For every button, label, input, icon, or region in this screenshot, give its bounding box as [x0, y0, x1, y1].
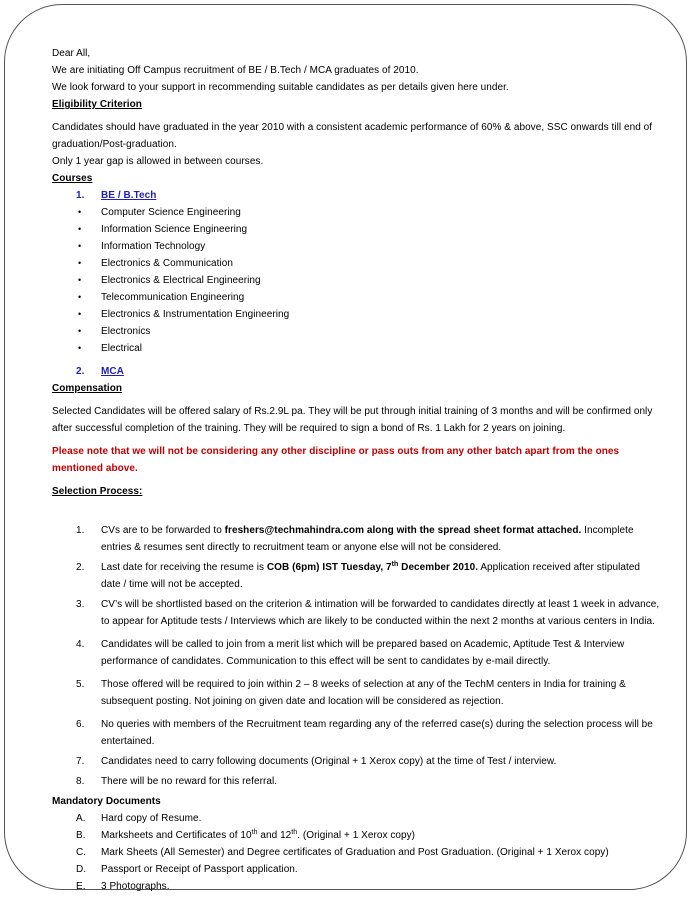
- selection-heading: Selection Process:: [52, 486, 143, 497]
- intro-line-1: We are initiating Off Campus recruitment of BE / B.Tech / MCA graduates of 2010.: [52, 65, 419, 76]
- selection-item-text: There will be no reward for this referral.: [101, 776, 278, 787]
- document-item: [52, 878, 662, 895]
- document-body: [52, 45, 662, 895]
- document-item: [52, 844, 662, 861]
- selection-item-text: Candidates will be called to join from a merit list which will be prepared based on Academic, Aptitude Test & Interview performance of candidates. Communication to this effect will be sent to candidates by e-mail directly.: [101, 639, 625, 667]
- course-group-label: MCA: [101, 366, 124, 377]
- course-item: [52, 289, 662, 306]
- course-group-mca: [52, 363, 662, 380]
- course-item: [52, 340, 662, 357]
- courses-heading: Courses: [52, 173, 93, 184]
- course-item-label: Electronics & Communication: [101, 258, 233, 269]
- document-item-text: Passport or Receipt of Passport application.: [101, 864, 298, 875]
- intro-line-2: We look forward to your support in recommending suitable candidates as per details given here under.: [52, 82, 509, 93]
- selection-list: [52, 596, 662, 790]
- bullet-icon: •: [78, 275, 82, 285]
- bullet-icon: •: [78, 241, 82, 251]
- bullet-icon: •: [78, 292, 82, 302]
- document-item-letter: C.: [76, 847, 87, 858]
- documents-heading: Mandatory Documents: [52, 796, 161, 807]
- course-item-label: Computer Science Engineering: [101, 207, 241, 218]
- document-item: A. Hard copy of Resume.: [52, 810, 662, 827]
- bullet-icon: •: [78, 343, 82, 353]
- selection-item-number: 7.: [76, 756, 85, 767]
- selection-item: [52, 753, 662, 770]
- bullet-icon: •: [78, 326, 82, 336]
- course-item: [52, 306, 662, 323]
- document-item-letter: D.: [76, 864, 87, 875]
- selection-item: [52, 636, 662, 670]
- selection-item-number: 4.: [76, 639, 85, 650]
- course-item-label: Electrical: [101, 343, 143, 354]
- selection-item: [52, 716, 662, 750]
- course-group-label: BE / B.Tech: [101, 190, 157, 201]
- course-group-be: [52, 187, 662, 204]
- document-item-text: 3 Photographs.: [101, 881, 170, 892]
- course-item-label: Information Technology: [101, 241, 206, 252]
- selection-item: 2. Last date for receiving the resume is COB (6pm) IST Tuesday, 7th December 2010. Application received after stipulated date / time will not be accepted.: [76, 561, 641, 590]
- discipline-note: Please note that we will not be considering any other discipline or pass outs from any other batch apart from the ones mentioned above.: [52, 446, 620, 474]
- compensation-text: Selected Candidates will be offered salary of Rs.2.9L pa. They will be put through initial training of 3 months and will be confirmed only after successful completion of the training. They will be required to sign a bond of Rs. 1 Lakh for 2 years on joining.: [52, 406, 653, 434]
- selection-item-text: CV’s will be shortlisted based on the criterion & intimation will be forwarded to candidates directly at least 1 week in advance, to appear for Aptitude tests / Interviews which are likely to be conducted within the next 2 months at various centers in India.: [101, 599, 660, 627]
- compensation-heading: Compensation: [52, 383, 123, 394]
- document-item-text: Mark Sheets (All Semester) and Degree certificates of Graduation and Post Graduation. (Original + 1 Xerox copy): [101, 847, 609, 858]
- selection-item-number: 2.: [76, 562, 85, 573]
- bullet-icon: •: [78, 207, 82, 217]
- document-item: [52, 861, 662, 878]
- deadline: COB (6pm) IST Tuesday, 7: [266, 562, 392, 573]
- selection-item: 1. CVs are to be forwarded to freshers@techmahindra.com along with the spread sheet format attached. Incomplete entries & resumes sent directly to recruitment team or anyone else will not be considered.: [52, 522, 662, 556]
- course-item: [52, 204, 662, 221]
- selection-item-number: 1.: [76, 525, 85, 536]
- selection-item: [52, 773, 662, 790]
- course-item: [52, 221, 662, 238]
- course-item-label: Electronics & Instrumentation Engineering: [101, 309, 290, 320]
- selection-item: [52, 676, 662, 710]
- greeting: Dear All,: [52, 48, 91, 59]
- course-item: [52, 238, 662, 255]
- bullet-icon: •: [78, 309, 82, 319]
- course-item: [52, 272, 662, 289]
- course-item-label: Telecommunication Engineering: [101, 292, 245, 303]
- course-item-label: Electronics: [101, 326, 151, 337]
- bullet-icon: •: [78, 258, 82, 268]
- course-list: [52, 204, 662, 357]
- selection-item-number: 5.: [76, 679, 85, 690]
- course-group-number: 2.: [76, 366, 85, 377]
- document-item: B. Marksheets and Certificates of 10th and 12th. (Original + 1 Xerox copy): [52, 827, 662, 844]
- bullet-icon: •: [78, 224, 82, 234]
- course-item-label: Electronics & Electrical Engineering: [101, 275, 261, 286]
- document-item-letter: E.: [76, 881, 86, 892]
- document-item-letter: B.: [76, 830, 86, 841]
- selection-item-text: No queries with members of the Recruitment team regarding any of the referred case(s) during the selection process will be entertained.: [101, 719, 653, 747]
- document-list: [52, 844, 662, 895]
- eligibility-text: Candidates should have graduated in the year 2010 with a consistent academic performance of 60% & above, SSC onwards till end of graduation/Post-graduation.: [52, 122, 653, 150]
- selection-item-number: 8.: [76, 776, 85, 787]
- document-item-letter: A.: [76, 813, 86, 824]
- course-item-label: Information Science Engineering: [101, 224, 248, 235]
- recruitment-email: freshers@techmahindra.com: [224, 525, 365, 536]
- selection-item-text: Those offered will be required to join within 2 – 8 weeks of selection at any of the TechM centers in India for training & subsequent posting. Not joining on given date and location will be considered as rejection.: [101, 679, 626, 707]
- selection-item-text: Candidates need to carry following documents (Original + 1 Xerox copy) at the time of Test / interview.: [101, 756, 557, 767]
- course-item: [52, 255, 662, 272]
- eligibility-heading: Eligibility Criterion: [52, 99, 142, 110]
- course-group-number: 1.: [76, 190, 85, 201]
- document-card: [4, 4, 687, 890]
- course-item: [52, 323, 662, 340]
- eligibility-gap-rule: Only 1 year gap is allowed in between courses.: [52, 156, 264, 167]
- selection-item: [52, 596, 662, 630]
- selection-item-number: 3.: [76, 599, 85, 610]
- selection-item-number: 6.: [76, 719, 85, 730]
